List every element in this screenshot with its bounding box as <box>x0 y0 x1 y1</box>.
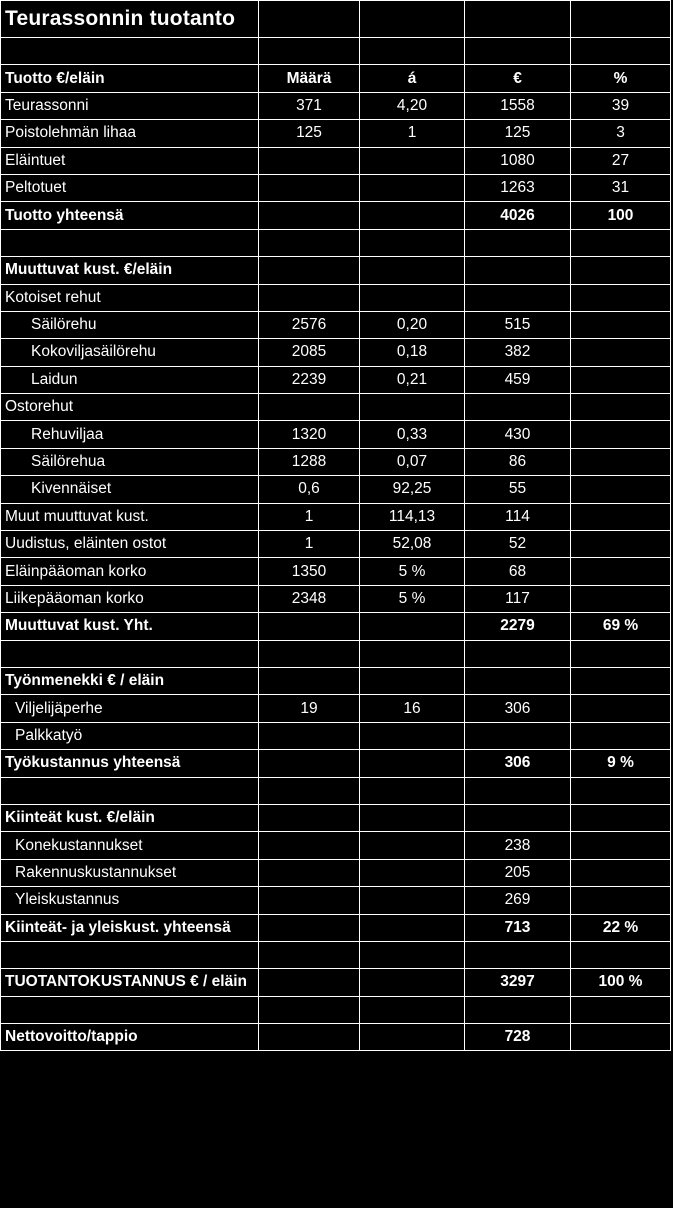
table-cell <box>259 941 360 968</box>
row-label: Nettovoitto/tappio <box>1 1024 259 1051</box>
table-cell: 19 <box>259 695 360 722</box>
table-row <box>1 887 671 914</box>
table-row <box>1 1024 671 1051</box>
table-cell <box>571 503 671 530</box>
table-cell: 22 % <box>571 914 671 941</box>
table-cell <box>465 229 571 256</box>
table-cell: 713 <box>465 914 571 941</box>
table-cell: 3 <box>571 120 671 147</box>
table-cell <box>571 284 671 311</box>
row-label: Kiinteät kust. €/eläin <box>1 804 259 831</box>
table-cell <box>571 640 671 667</box>
table-cell <box>571 1024 671 1051</box>
row-label: Viljelijäperhe <box>1 695 259 722</box>
table-cell <box>465 667 571 694</box>
row-label: Teurassonni <box>1 92 259 119</box>
row-label: Rehuviljaa <box>1 421 259 448</box>
table-cell: 31 <box>571 174 671 201</box>
table-cell <box>571 366 671 393</box>
table-cell <box>259 174 360 201</box>
table-row <box>1 531 671 558</box>
table-cell <box>259 804 360 831</box>
table-cell: 0,21 <box>360 366 465 393</box>
table-row <box>1 777 671 804</box>
table-cell <box>360 969 465 996</box>
table-cell <box>259 777 360 804</box>
table-cell: 52 <box>465 531 571 558</box>
row-label: Liikepääoman korko <box>1 585 259 612</box>
table-cell <box>571 558 671 585</box>
table-cell <box>571 667 671 694</box>
table-row <box>1 366 671 393</box>
table-cell: 515 <box>465 311 571 338</box>
table-row <box>1 174 671 201</box>
table-cell <box>571 1 671 38</box>
table-cell <box>465 804 571 831</box>
row-label: Kiinteät- ja yleiskust. yhteensä <box>1 914 259 941</box>
table-cell: 92,25 <box>360 476 465 503</box>
table-cell <box>259 832 360 859</box>
table-cell <box>360 996 465 1023</box>
table-cell <box>571 38 671 65</box>
table-cell <box>571 832 671 859</box>
table-cell <box>259 38 360 65</box>
table-row <box>1 613 671 640</box>
table-cell <box>259 394 360 421</box>
table-cell <box>571 394 671 421</box>
table-row <box>1 640 671 667</box>
table-cell <box>360 887 465 914</box>
row-label: Työkustannus yhteensä <box>1 750 259 777</box>
table-cell: 371 <box>259 92 360 119</box>
table-cell <box>465 38 571 65</box>
table-cell: 459 <box>465 366 571 393</box>
table-cell: 430 <box>465 421 571 448</box>
table-row <box>1 284 671 311</box>
table-cell <box>571 859 671 886</box>
table-cell <box>360 750 465 777</box>
table-cell <box>259 1 360 38</box>
table-cell: 306 <box>465 750 571 777</box>
sheet-title: Teurassonnin tuotanto <box>1 1 259 38</box>
table-row <box>1 65 671 92</box>
row-label <box>1 38 259 65</box>
table-row <box>1 311 671 338</box>
table-row <box>1 695 671 722</box>
table-cell <box>360 640 465 667</box>
table-cell: 728 <box>465 1024 571 1051</box>
table-cell: 1 <box>360 120 465 147</box>
table-cell <box>360 941 465 968</box>
table-cell: 2239 <box>259 366 360 393</box>
table-cell: 1080 <box>465 147 571 174</box>
table-cell <box>360 832 465 859</box>
table-cell <box>360 257 465 284</box>
table-cell <box>259 640 360 667</box>
table-row <box>1 667 671 694</box>
table-cell <box>571 695 671 722</box>
table-cell: 125 <box>259 120 360 147</box>
table-row <box>1 750 671 777</box>
table-cell <box>360 613 465 640</box>
table-cell <box>571 531 671 558</box>
table-row <box>1 585 671 612</box>
table-cell <box>465 996 571 1023</box>
table-cell <box>465 1 571 38</box>
cost-table-body <box>1 1 671 1051</box>
table-cell <box>360 1 465 38</box>
table-cell <box>360 914 465 941</box>
table-row <box>1 394 671 421</box>
table-cell: % <box>571 65 671 92</box>
row-label: Säilörehua <box>1 448 259 475</box>
table-row <box>1 832 671 859</box>
table-cell <box>465 722 571 749</box>
table-cell: 114 <box>465 503 571 530</box>
table-cell <box>360 284 465 311</box>
table-cell: 1263 <box>465 174 571 201</box>
table-cell: 9 % <box>571 750 671 777</box>
row-label: Ostorehut <box>1 394 259 421</box>
table-cell <box>360 777 465 804</box>
title-row <box>1 1 671 38</box>
table-cell <box>360 1024 465 1051</box>
table-cell: 100 <box>571 202 671 229</box>
table-row <box>1 941 671 968</box>
table-cell: 306 <box>465 695 571 722</box>
row-label <box>1 640 259 667</box>
table-cell <box>465 257 571 284</box>
table-cell: á <box>360 65 465 92</box>
table-cell: 1350 <box>259 558 360 585</box>
table-row <box>1 448 671 475</box>
table-row <box>1 859 671 886</box>
table-row <box>1 257 671 284</box>
table-cell: 1558 <box>465 92 571 119</box>
table-cell <box>259 229 360 256</box>
table-cell: 4,20 <box>360 92 465 119</box>
table-cell <box>571 476 671 503</box>
table-cell <box>571 257 671 284</box>
table-cell <box>259 613 360 640</box>
row-label <box>1 777 259 804</box>
table-cell <box>259 284 360 311</box>
table-cell <box>465 394 571 421</box>
table-cell: 69 % <box>571 613 671 640</box>
table-cell: 1288 <box>259 448 360 475</box>
table-cell <box>571 448 671 475</box>
table-cell: 100 % <box>571 969 671 996</box>
table-row <box>1 421 671 448</box>
row-label: TUOTANTOKUSTANNUS € / eläin <box>1 969 259 996</box>
row-label <box>1 996 259 1023</box>
table-cell <box>259 969 360 996</box>
table-cell: 269 <box>465 887 571 914</box>
table-row <box>1 147 671 174</box>
row-label: Kokoviljasäilörehu <box>1 339 259 366</box>
table-cell: Määrä <box>259 65 360 92</box>
table-cell: 3297 <box>465 969 571 996</box>
table-cell: 125 <box>465 120 571 147</box>
table-row <box>1 804 671 831</box>
row-label: Kivennäiset <box>1 476 259 503</box>
table-row <box>1 476 671 503</box>
row-label: Eläintuet <box>1 147 259 174</box>
row-label: Muut muuttuvat kust. <box>1 503 259 530</box>
row-label: Peltotuet <box>1 174 259 201</box>
row-label: Palkkatyö <box>1 722 259 749</box>
table-cell: 5 % <box>360 558 465 585</box>
row-label: Työnmenekki € / eläin <box>1 667 259 694</box>
table-cell <box>465 284 571 311</box>
table-cell: 0,6 <box>259 476 360 503</box>
table-cell: 2085 <box>259 339 360 366</box>
table-cell: 27 <box>571 147 671 174</box>
row-label: Rakennuskustannukset <box>1 859 259 886</box>
table-row <box>1 914 671 941</box>
table-cell: 86 <box>465 448 571 475</box>
table-cell: 55 <box>465 476 571 503</box>
table-cell <box>360 394 465 421</box>
table-cell: 52,08 <box>360 531 465 558</box>
table-cell: 205 <box>465 859 571 886</box>
table-cell: 0,33 <box>360 421 465 448</box>
table-cell: 1 <box>259 531 360 558</box>
table-cell <box>571 339 671 366</box>
table-cell <box>360 174 465 201</box>
row-label: Tuotto €/eläin <box>1 65 259 92</box>
row-label: Poistolehmän lihaa <box>1 120 259 147</box>
table-cell <box>465 640 571 667</box>
table-cell <box>259 750 360 777</box>
table-cell <box>571 585 671 612</box>
table-cell <box>465 777 571 804</box>
table-cell <box>360 722 465 749</box>
table-row <box>1 120 671 147</box>
table-cell: 0,07 <box>360 448 465 475</box>
table-cell: € <box>465 65 571 92</box>
row-label <box>1 941 259 968</box>
table-cell <box>571 311 671 338</box>
table-cell: 117 <box>465 585 571 612</box>
row-label: Laidun <box>1 366 259 393</box>
table-row <box>1 92 671 119</box>
table-row <box>1 38 671 65</box>
row-label: Säilörehu <box>1 311 259 338</box>
row-label: Uudistus, eläinten ostot <box>1 531 259 558</box>
table-cell <box>360 667 465 694</box>
table-row <box>1 503 671 530</box>
table-cell <box>259 722 360 749</box>
table-row <box>1 558 671 585</box>
table-cell: 2576 <box>259 311 360 338</box>
table-cell <box>259 667 360 694</box>
table-cell: 16 <box>360 695 465 722</box>
table-cell <box>571 804 671 831</box>
table-row <box>1 229 671 256</box>
table-cell <box>571 777 671 804</box>
table-cell: 2348 <box>259 585 360 612</box>
table-cell <box>259 914 360 941</box>
row-label: Kotoiset rehut <box>1 284 259 311</box>
row-label: Tuotto yhteensä <box>1 202 259 229</box>
table-cell <box>259 1024 360 1051</box>
row-label: Konekustannukset <box>1 832 259 859</box>
table-cell <box>360 202 465 229</box>
table-cell <box>465 941 571 968</box>
table-row <box>1 969 671 996</box>
table-row <box>1 202 671 229</box>
table-cell: 39 <box>571 92 671 119</box>
table-cell: 114,13 <box>360 503 465 530</box>
table-cell: 0,20 <box>360 311 465 338</box>
table-cell <box>571 996 671 1023</box>
table-cell <box>360 859 465 886</box>
table-cell <box>259 996 360 1023</box>
table-cell: 0,18 <box>360 339 465 366</box>
table-cell: 1320 <box>259 421 360 448</box>
table-cell <box>360 147 465 174</box>
row-label: Yleiskustannus <box>1 887 259 914</box>
table-cell: 1 <box>259 503 360 530</box>
table-cell <box>259 887 360 914</box>
table-cell: 5 % <box>360 585 465 612</box>
table-cell <box>571 887 671 914</box>
table-row <box>1 996 671 1023</box>
table-row <box>1 722 671 749</box>
table-cell: 2279 <box>465 613 571 640</box>
table-cell <box>259 257 360 284</box>
table-cell <box>360 804 465 831</box>
table-cell <box>360 229 465 256</box>
table-cell <box>571 722 671 749</box>
table-cell <box>571 229 671 256</box>
row-label <box>1 229 259 256</box>
table-cell: 382 <box>465 339 571 366</box>
table-row <box>1 339 671 366</box>
table-cell <box>259 859 360 886</box>
table-cell <box>259 147 360 174</box>
row-label: Muuttuvat kust. €/eläin <box>1 257 259 284</box>
row-label: Muuttuvat kust. Yht. <box>1 613 259 640</box>
table-cell <box>360 38 465 65</box>
table-cell: 238 <box>465 832 571 859</box>
table-cell: 68 <box>465 558 571 585</box>
table-cell <box>571 941 671 968</box>
table-cell <box>259 202 360 229</box>
row-label: Eläinpääoman korko <box>1 558 259 585</box>
table-cell <box>571 421 671 448</box>
table-cell: 4026 <box>465 202 571 229</box>
